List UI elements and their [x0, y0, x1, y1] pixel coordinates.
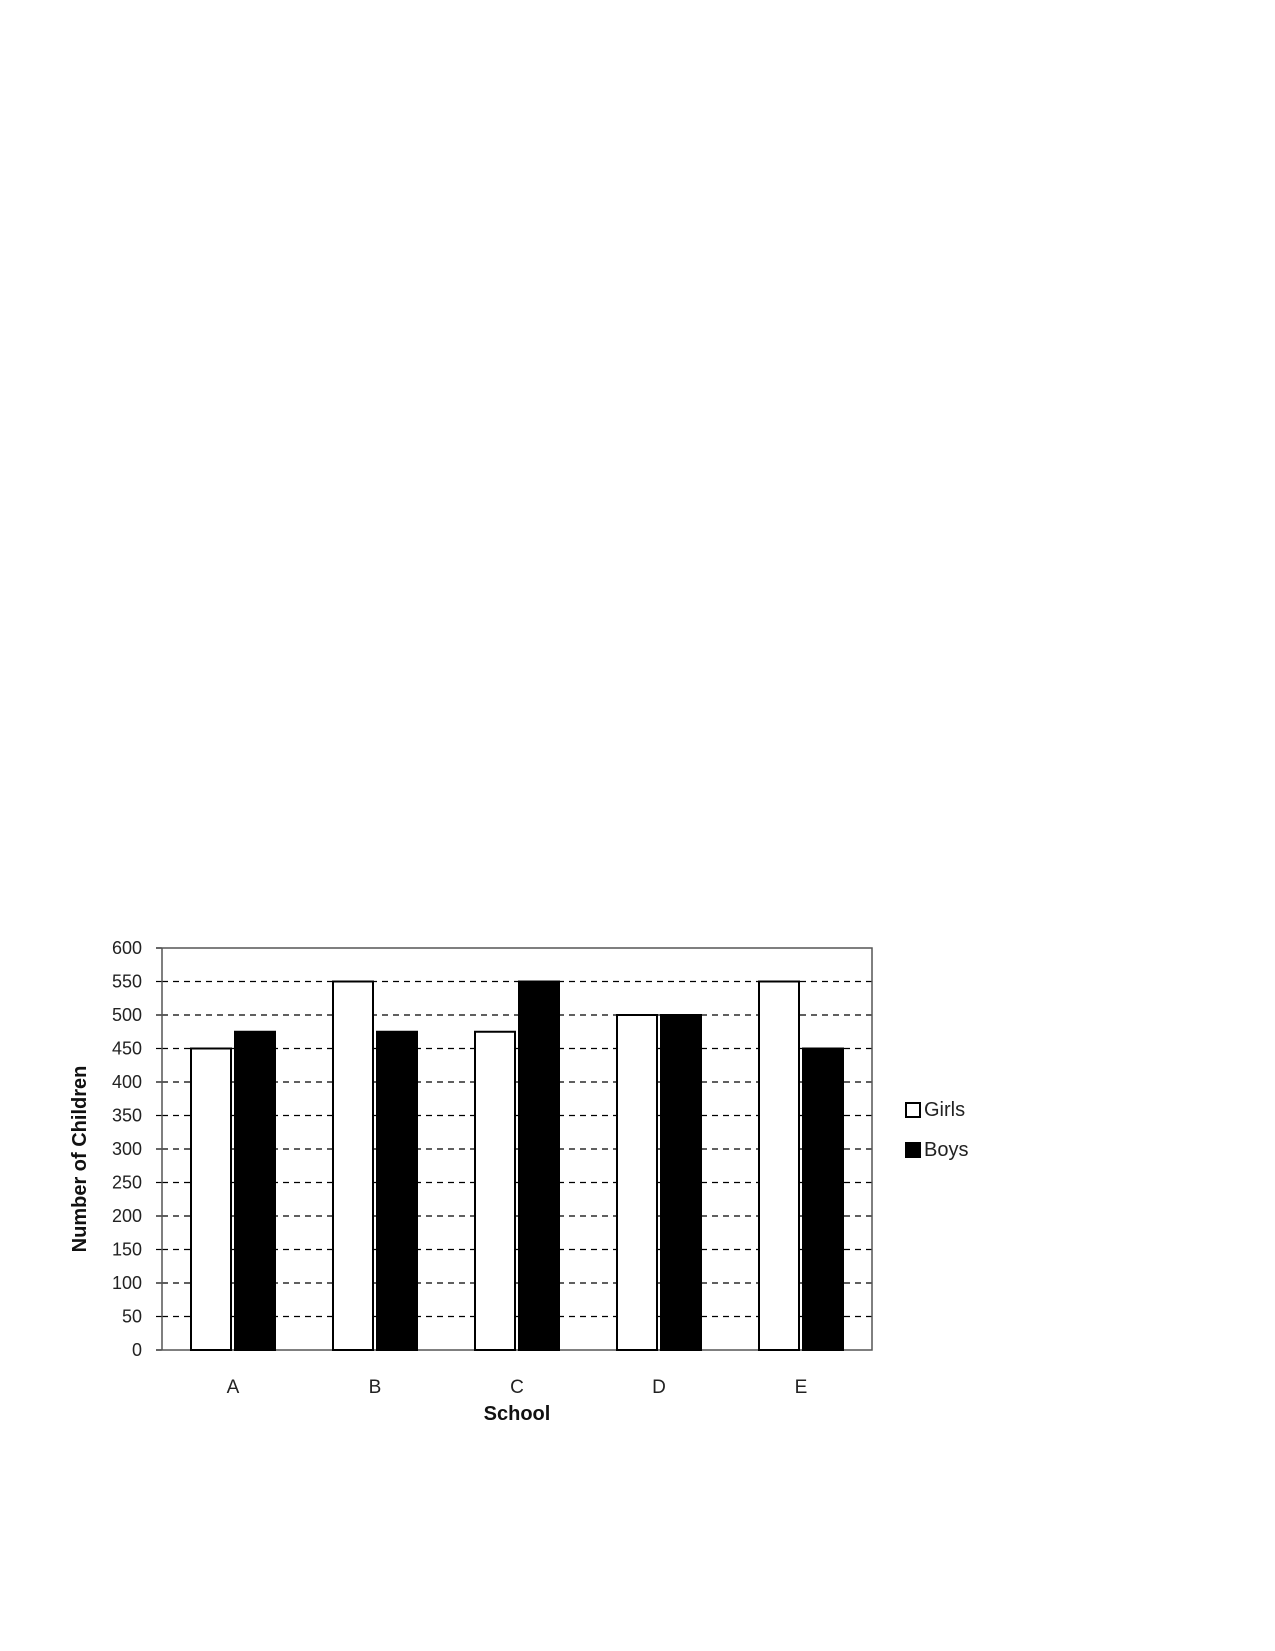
y-tick-label: 50 [121, 1306, 142, 1327]
bar-girls-d [617, 1015, 657, 1350]
x-tick-label: C [510, 1377, 524, 1398]
bar-girls-c [475, 1032, 515, 1350]
y-tick-label: 550 [111, 971, 142, 992]
bar-boys-c [519, 982, 559, 1351]
bar-chart [60, 920, 1020, 1430]
legend-label-girls: Girls [924, 1099, 966, 1121]
x-tick-label: B [368, 1377, 382, 1398]
y-tick-label: 0 [131, 1340, 142, 1360]
x-tick-label: E [794, 1377, 808, 1398]
y-tick-label: 200 [111, 1206, 142, 1226]
bar-girls-b [333, 982, 373, 1351]
y-tick-label: 300 [111, 1139, 142, 1159]
y-tick-label: 400 [111, 1072, 142, 1092]
x-tick-label: D [652, 1377, 666, 1398]
bar-boys-d [661, 1015, 701, 1350]
y-tick-label: 250 [111, 1172, 142, 1193]
bar-boys-a [235, 1032, 275, 1350]
y-axis-title: Number of Children [69, 1065, 91, 1253]
x-tick-label: A [226, 1377, 240, 1398]
legend-swatch-girls [906, 1103, 920, 1117]
bar-boys-e [803, 1049, 843, 1351]
legend-swatch-boys [906, 1143, 920, 1157]
legend-label-boys: Boys [924, 1139, 969, 1161]
bar-girls-e [759, 982, 799, 1351]
bar-girls-a [191, 1049, 231, 1351]
y-tick-label: 350 [111, 1105, 142, 1126]
bar-boys-b [377, 1032, 417, 1350]
y-tick-label: 450 [111, 1038, 142, 1059]
y-tick-label: 100 [111, 1273, 142, 1293]
x-axis-title: School [483, 1403, 551, 1425]
question-text [40, 1515, 1040, 1519]
y-tick-label: 600 [111, 938, 142, 958]
y-tick-label: 500 [111, 1005, 142, 1025]
y-tick-label: 150 [111, 1239, 142, 1260]
